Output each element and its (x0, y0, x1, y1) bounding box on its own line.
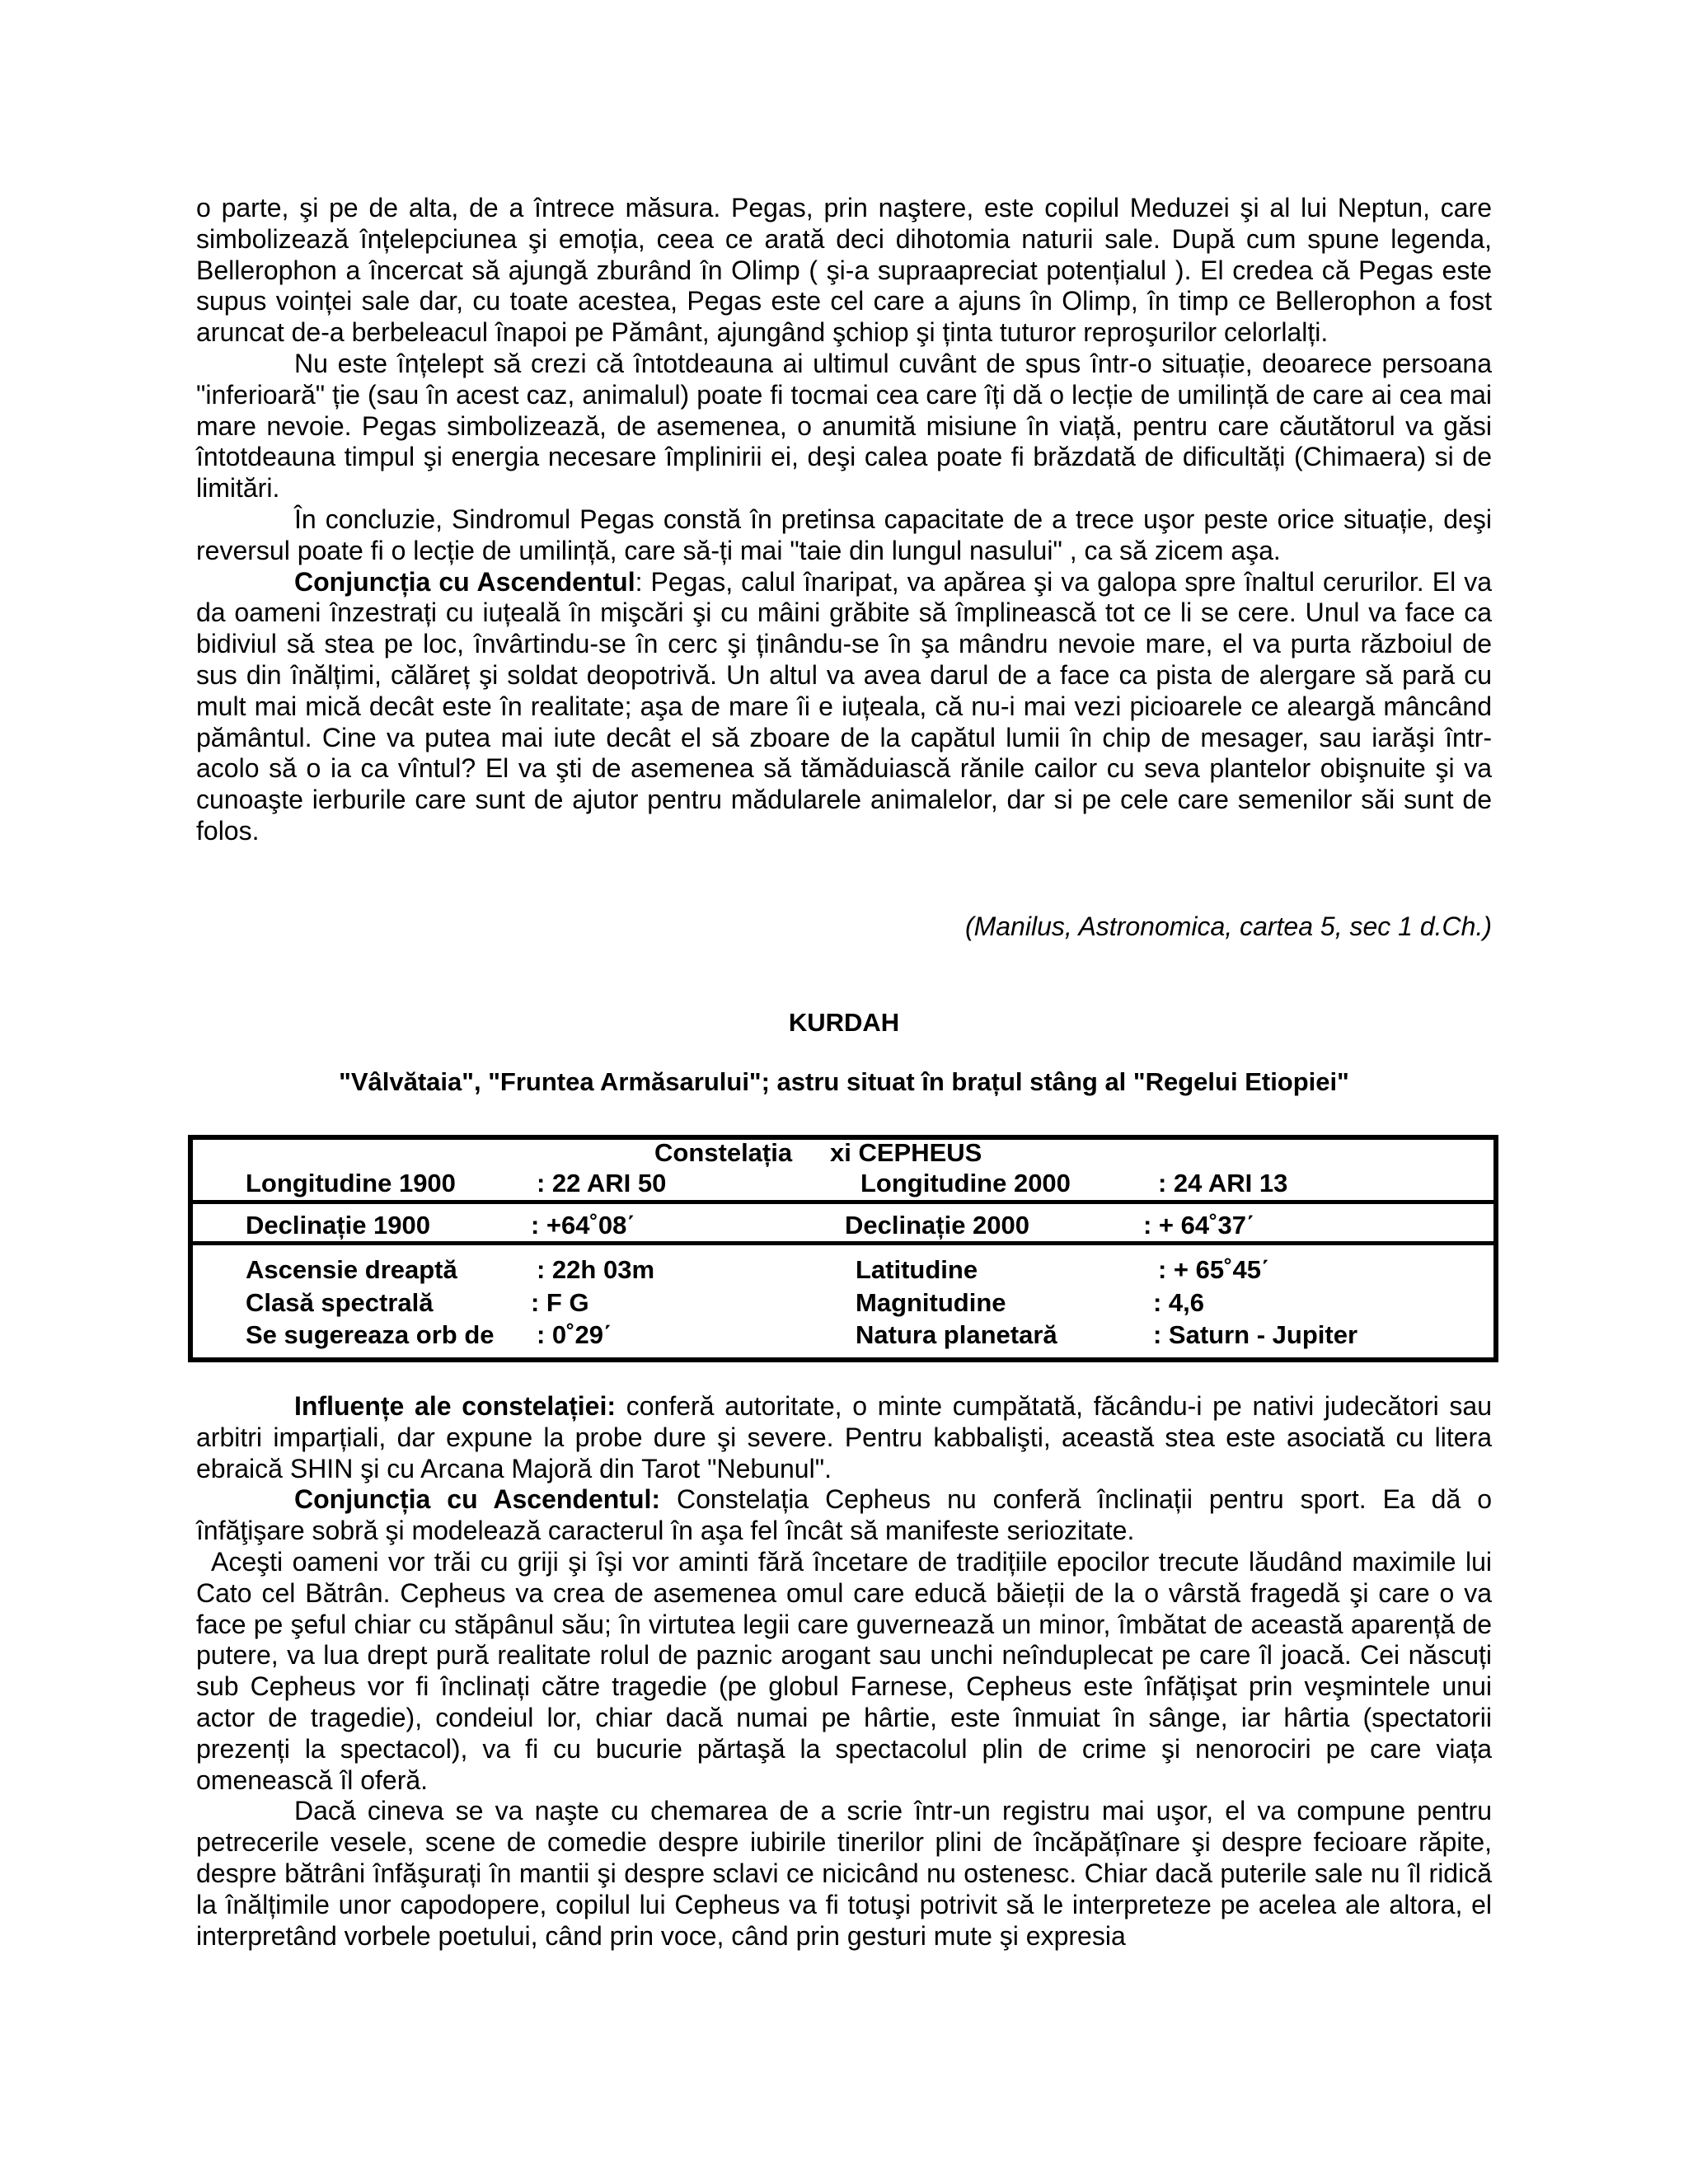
declination-1900-value: : +64˚08΄ (531, 1211, 635, 1240)
spectral-class-value: : F G (531, 1288, 589, 1317)
declination-1900-label: Declinație 1900 (246, 1211, 431, 1240)
magnitude-value: : 4,6 (1153, 1288, 1205, 1317)
star-title: KURDAH (788, 1008, 900, 1037)
table-divider (193, 1200, 1493, 1204)
paragraph (196, 1391, 1492, 1484)
body-text-bottom (196, 1391, 1492, 1952)
declination-2000-value: : + 64˚37΄ (1143, 1211, 1255, 1240)
paragraph (196, 1547, 1492, 1796)
paragraph (196, 193, 1492, 349)
paragraph-text: În concluzie, Sindromul Pegas constă în pretinsa capacitate de a trece uşor peste orice situație, deşi reversul poate fi o lecție de umilință, care să-ți mai "taie din lungul nasului" , ca să zicem aşa. (196, 504, 1492, 565)
spectral-class-label: Clasă spectrală (246, 1288, 434, 1317)
orb-label: Se sugereaza orb de (246, 1320, 495, 1349)
star-subtitle: "Vâlvătaia", "Fruntea Armăsarului"; astru situat în brațul stâng al "Regelui Etiopiei" (339, 1067, 1349, 1096)
paragraph-text: Constelația Cepheus nu conferă înclinații pentru sport. Ea dă o înfăţişare sobră şi modelează caracterul în aşa fel încât să manifeste seriozitate. (196, 1484, 1493, 1546)
planetary-nature-value: : Saturn - Jupiter (1153, 1320, 1358, 1349)
paragraph (196, 1484, 1492, 1547)
body-text-top (196, 193, 1492, 847)
star-data-table (188, 1135, 1498, 1362)
paragraph-text: conferă autoritate, o minte cumpătată, făcându-i pe nativi judecători sau arbitri imparțiali, dar expune la probe dure şi severe. Pentru kabbalişti, această stea este asociată cu litera ebraică SHIN şi cu Arcana Majoră din Tarot "Nebunul". (196, 1391, 1493, 1483)
ascension-label: Ascensie dreaptă (246, 1255, 457, 1284)
declination-2000-label: Declinație 2000 (845, 1211, 1030, 1240)
paragraph-text: o parte, şi pe de alta, de a întrece măsura. Pegas, prin naştere, este copilul Meduzei şi al lui Neptun, care simbolizează înțelepciunea şi emoția, ceea ce arată deci dihotomia naturii sale. După cum spune legenda, Bellerophon a încercat să ajungă zburând în Olimp ( şi-a supraapreciat potențialul ). El credea că Pegas este supus voinței sale dar, cu toate acestea, Pegas este cel care a ajuns în Olimp, în timp ce Bellerophon a fost aruncat de-a berbeleacul înapoi pe Pământ, ajungând şchiop şi ținta tuturor reproşurilor celorlalți. (196, 193, 1492, 348)
longitude-2000-label: Longitudine 2000 (860, 1169, 1071, 1197)
constellation-label: Constelația (654, 1138, 793, 1167)
orb-value: : 0˚29΄ (537, 1320, 612, 1349)
constellation-value: xi CEPHEUS (830, 1138, 982, 1167)
paragraph (196, 349, 1492, 504)
latitude-label: Latitudine (856, 1255, 978, 1284)
longitude-2000-value: : 24 ARI 13 (1158, 1169, 1288, 1197)
paragraph (196, 504, 1492, 567)
paragraph-text: Aceşti oameni vor trăi cu griji şi îşi vor aminti fără încetare de tradițiile epocilor trecute lăudând maximile lui Cato cel Bătrân. Cepheus va crea de asemenea omul care educă băieții de la o vârstă fragedă şi care o va face pe şeful chiar cu stăpânul său; în virtutea legii care guvernează un minor, îmbătat de această aparență de putere, va lua drept pură realitate rolul de paznic arogant sau unchi neînduplecat pe care îl joacă. Cei născuți sub Cepheus vor fi înclinați către tragedie (pe globul Farnese, Cepheus este înfățişat prin veşmintele unui actor de tragedie), condeiul lor, chiar dacă numai pe hârtie, este înmuiat în sânge, iar hârtia (spectatorii prezenți la spectacol), va fi cu bucurie părtaşă la spectacolul plin de crime şi nenorociri pe care viața omenească îl oferă. (196, 1546, 1492, 1795)
paragraph (196, 567, 1492, 847)
paragraph-heading: Influențe ale constelației: (294, 1391, 616, 1421)
longitude-1900-value: : 22 ARI 50 (537, 1169, 667, 1197)
planetary-nature-label: Natura planetară (856, 1320, 1057, 1349)
paragraph (196, 1796, 1492, 1952)
table-divider (193, 1241, 1493, 1245)
paragraph-heading: Conjuncția cu Ascendentul (294, 566, 635, 597)
ascension-value: : 22h 03m (537, 1255, 655, 1284)
latitude-value: : + 65˚45΄ (1158, 1255, 1270, 1284)
paragraph-text: : Pegas, calul înaripat, va apărea şi va galopa spre înaltul cerurilor. El va da oameni înzestrați cu iuțeală în mişcări şi cu mâini grăbite să împlinească tot ce li se cere. Unul va face ca bidiviul să stea pe loc, învârtindu-se în cerc şi ținându-se în şa mândru nevoie mare, el va purta războiul de sus din înălțimi, călăreț şi soldat deopotrivă. Un altul va avea darul de a face ca pista de alergare să pară cu mult mai mică decât este în realitate; aşa de mare îi e iuțeala, că nu-i mai vezi picioarele ce aleargă mâncând pământul. Cine va putea mai iute decât el să zboare de la capătul lumii în chip de mesager, sau iarăşi într-acolo să o ia ca vîntul? El va şti de asemenea să tămăduiască rănile cailor cu seva plantelor obişnuite şi va cunoaşte ierburile care sunt de ajutor pentru mădularele animalelor, dar si pe cele care semenilor săi sunt de folos. (196, 566, 1493, 846)
longitude-1900-label: Longitudine 1900 (246, 1169, 456, 1197)
magnitude-label: Magnitudine (856, 1288, 1006, 1317)
paragraph-text: Nu este înțelept să crezi că întotdeauna ai ultimul cuvânt de spus într-o situație, deoarece persoana "inferioară" ție (sau în acest caz, animalul) poate fi tocmai cea care îți dă o lecție de umilință de care ai cea mai mare nevoie. Pegas simbolizează, de asemenea, o anumită misiune în viață, pentru care căutătorul va găsi întotdeauna timpul şi energia necesare împlinirii ei, deşi calea poate fi brăzdată de dificultăți (Chimaera) si de limitări. (196, 348, 1492, 504)
citation: (Manilus, Astronomica, cartea 5, sec 1 d.Ch.) (964, 912, 1492, 941)
paragraph-heading: Conjuncția cu Ascendentul: (294, 1484, 661, 1515)
paragraph-text: Dacă cineva se va naşte cu chemarea de a scrie într-un registru mai uşor, el va compune pentru petrecerile vesele, scene de comedie despre iubirile tinerilor plini de încăpățînare şi despre fecioare răpite, despre bătrâni înfăşurați în mantii şi despre sclavi ce nicicând nu ostenesc. Chiar dacă puterile sale nu îl ridică la înălțimile unor capodopere, copilul lui Cepheus va fi totuşi potrivit să le interpreteze pe acelea ale altora, el interpretând vorbele poetului, când prin voce, când prin gesturi mute şi expresia (196, 1796, 1492, 1951)
